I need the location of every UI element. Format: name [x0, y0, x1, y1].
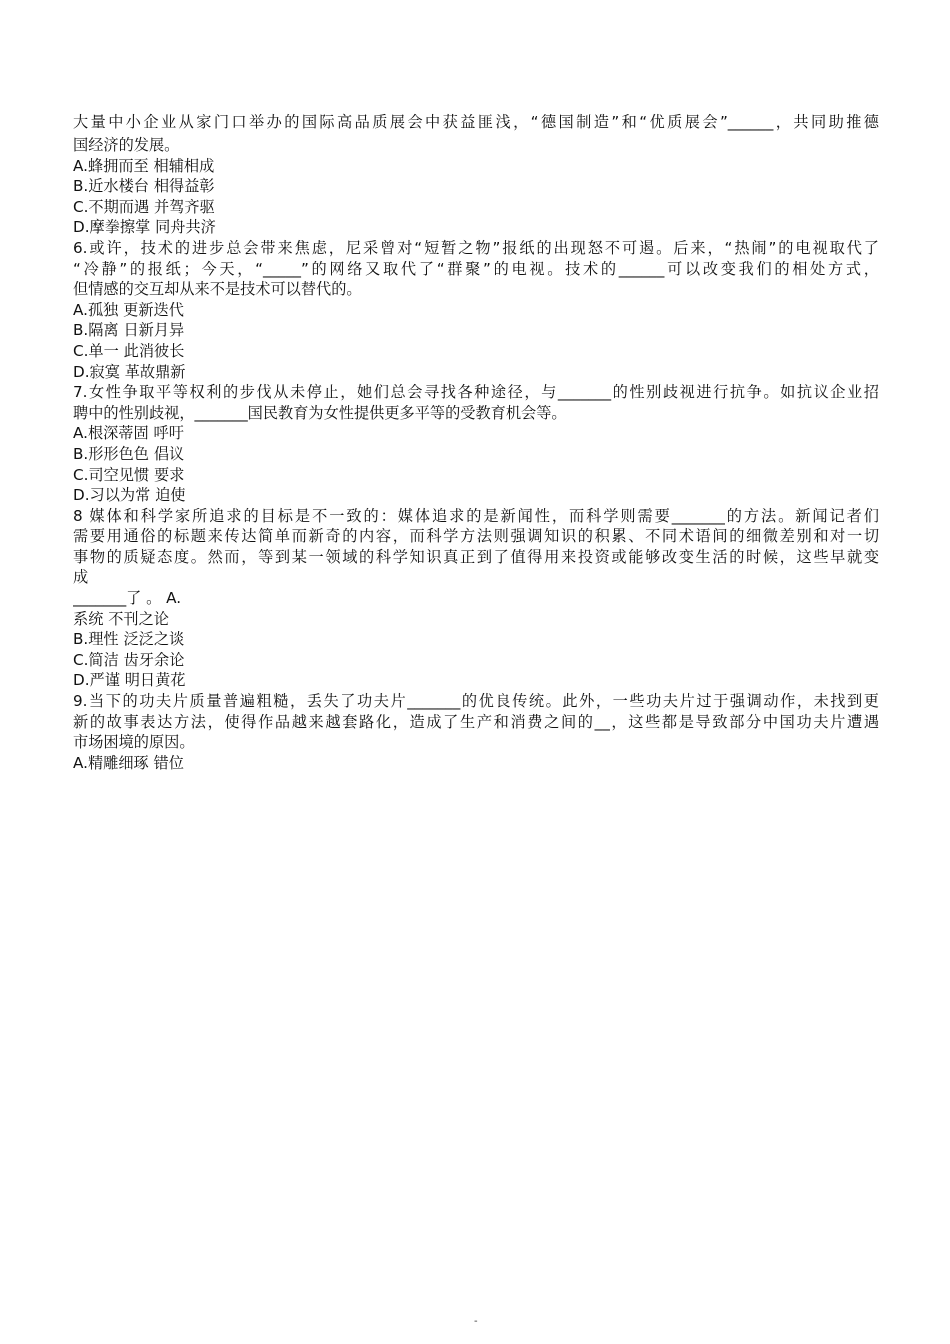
option-line: D.习以为常 迫使	[73, 486, 186, 505]
option-line: B.隔离 日新月异	[73, 321, 185, 340]
document-body	[73, 110, 879, 773]
question-line: 新的故事表达方法，使得作品越来越套路化，造成了生产和消费之间的__，这些都是导致部分中国功夫片遭遇	[73, 712, 879, 731]
question-line: “冷静”的报纸；今天，“_____”的网络又取代了“群聚”的电视。技术的______可以改变我们的相处方式，	[73, 259, 879, 278]
option-line: C.司空见惯 要求	[73, 465, 185, 484]
page-footer-mark: -	[474, 1316, 478, 1327]
text-line: 大量中小企业从家门口举办的国际高品质展会中获益匪浅，“德国制造”和“优质展会”______，共同助推德	[73, 113, 879, 131]
option-line: 系统 不刊之论	[73, 609, 169, 628]
option-line: C.简洁 齿牙余论	[73, 650, 185, 669]
question-line: 成	[73, 568, 89, 587]
option-line: A.根深蒂固 呼吁	[73, 424, 184, 443]
option-line: D.摩拳擦掌 同舟共济	[73, 218, 216, 237]
question-line: 市场困境的原因。	[73, 733, 195, 752]
text-line: 国经济的发展。	[73, 136, 180, 154]
question-line: 9.当下的功夫片质量普遍粗糙，丢失了功夫片_______的优良传统。此外，一些功夫片过于强调动作，未找到更	[73, 692, 879, 711]
question-line: 聘中的性别歧视，_______国民教育为女性提供更多平等的受教育机会等。	[73, 403, 567, 422]
question-line: 但情感的交互却从来不是技术可以替代的。	[73, 280, 362, 299]
question-line: 需要用通俗的标题来传达简单而新奇的内容，而科学方法则强调知识的积累、不同术语间的细微差别和对一切	[73, 527, 879, 546]
question-line: _______了 。 A.	[73, 589, 182, 608]
question-line: 8 媒体和科学家所追求的目标是不一致的：媒体追求的是新闻性，而科学则需要_______的方法。新闻记者们	[73, 506, 879, 525]
question-line: 6.或许，技术的进步总会带来焦虑，尼采曾对“短暂之物”报纸的出现怒不可遏。后来，“热闹”的电视取代了	[73, 238, 879, 257]
option-line: C.不期而遇 并驾齐驱	[73, 197, 215, 216]
option-line: A.精雕细琢 错位	[73, 753, 184, 772]
option-line: A.蜂拥而至 相辅相成	[73, 156, 215, 175]
question-line: 7.女性争取平等权利的步伐从未停止，她们总会寻找各种途径，与_______的性别歧视进行抗争。如抗议企业招	[73, 383, 879, 402]
option-line: B.近水楼台 相得益彰	[73, 177, 215, 196]
option-line: B.形形色色 倡议	[73, 444, 185, 463]
option-line: A.孤独 更新迭代	[73, 300, 184, 319]
option-line: C.单一 此消彼长	[73, 341, 185, 360]
option-line: D.严谨 明日黄花	[73, 671, 186, 690]
option-line: B.理性 泛泛之谈	[73, 630, 185, 649]
question-line: 事物的质疑态度。然而，等到某一领域的科学知识真正到了值得用来投资或能够改变生活的时候，这些早就变	[73, 547, 879, 566]
option-line: D.寂寞 革故鼎新	[73, 362, 186, 381]
